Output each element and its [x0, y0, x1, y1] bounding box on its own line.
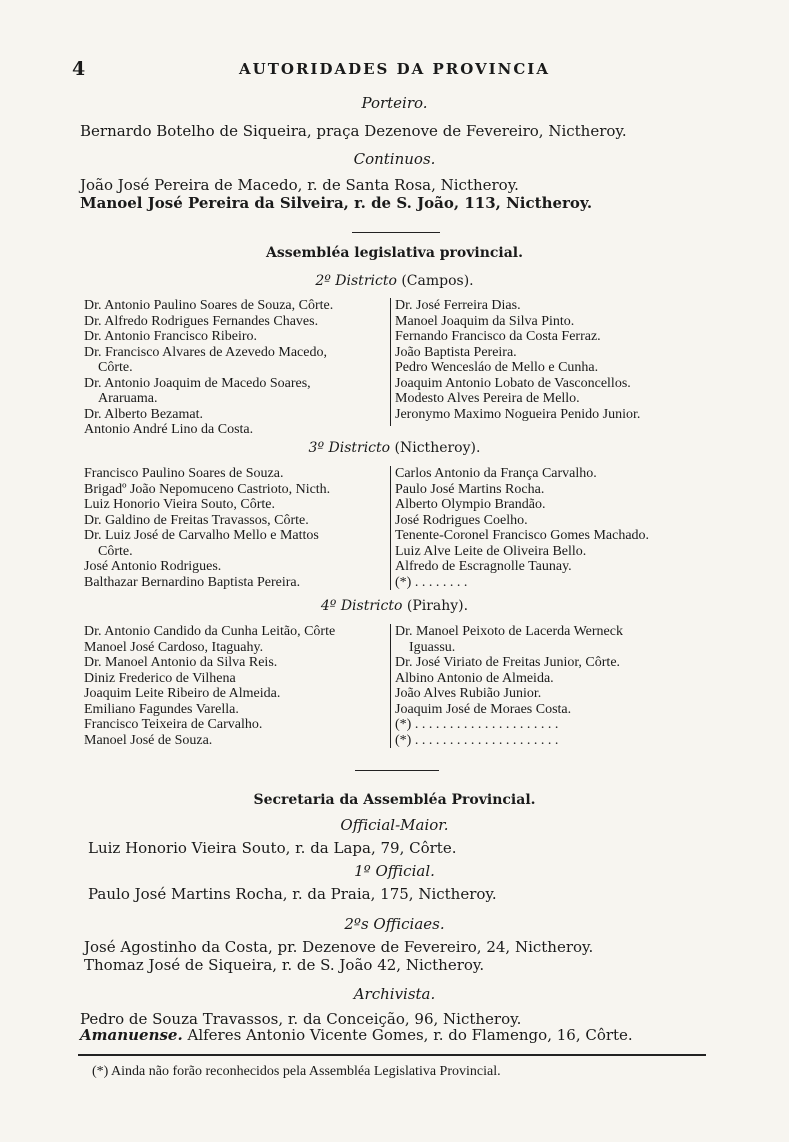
member: Dr. José Viriato de Freitas Junior, Côrte. — [395, 655, 621, 670]
member: Jeronymo Maximo Nogueira Penido Junior. — [395, 406, 641, 422]
member: José Antonio Rodrigues. — [84, 559, 222, 574]
member: Luiz Honorio Vieira Souto, Côrte. — [84, 497, 275, 512]
member: (*) . . . . . . . . — [395, 574, 468, 590]
member: José Rodrigues Coelho. — [395, 512, 528, 528]
porteiro-title: Porteiro. — [361, 94, 428, 112]
member: Joaquim Antonio Lobato de Vasconcellos. — [395, 375, 631, 391]
amanuense-label: Amanuense. — [80, 1026, 183, 1044]
district-2-left — [84, 298, 333, 438]
member: João Alves Rubião Junior. — [395, 686, 542, 701]
continuos-title: Continuos. — [353, 150, 436, 168]
member: Francisco Paulino Soares de Souza. — [84, 466, 284, 481]
district-3-left — [84, 466, 330, 590]
member: Dr. Manoel Antonio da Silva Reis. — [84, 655, 278, 670]
member: Luiz Alve Leite de Oliveira Bello. — [395, 543, 587, 559]
member: Alfredo de Escragnolle Taunay. — [395, 559, 572, 574]
member: (*) . . . . . . . . . . . . . . . . . . . . . — [395, 732, 559, 748]
district-3-heading — [0, 440, 789, 456]
member: João Baptista Pereira. — [395, 344, 517, 360]
member: Manoel Joaquim da Silva Pinto. — [395, 313, 575, 329]
member: Tenente-Coronel Francisco Gomes Machado. — [395, 528, 650, 543]
member: Fernando Francisco da Costa Ferraz. — [395, 329, 601, 344]
porteiro-line: Bernardo Botelho de Siqueira, praça Dezenove de Fevereiro, Nictheroy. — [80, 122, 627, 140]
member: Araruama. — [98, 391, 158, 406]
district-4-right — [395, 624, 623, 748]
member: Emiliano Fagundes Varella. — [84, 701, 239, 717]
member: Carlos Antonio da França Carvalho. — [395, 466, 597, 481]
member: Dr. Manoel Peixoto de Lacerda Werneck — [395, 624, 623, 639]
segundos-line-2: Thomaz José de Siqueira, r. de S. João 42, Nictheroy. — [84, 956, 485, 974]
member: Paulo José Martins Rocha. — [395, 481, 545, 497]
member: Côrte. — [98, 360, 133, 375]
archivista-title: Archivista. — [353, 985, 436, 1003]
member: Dr. Antonio Joaquim de Macedo Soares, — [84, 375, 311, 391]
district-2-heading — [0, 273, 789, 289]
member: Dr. Alberto Bezamat. — [84, 406, 203, 422]
continuos-line-1: João José Pereira de Macedo, r. de Santa Rosa, Nictheroy. — [80, 176, 519, 194]
member: Francisco Teixeira de Carvalho. — [84, 717, 263, 732]
amanuense-line — [80, 1026, 633, 1044]
district-2-place: (Campos). — [401, 273, 474, 289]
footnote: (*) Ainda não forão reconhecidos pela Assembléa Legislativa Provincial. — [92, 1064, 501, 1079]
district-3-title: 3º Districto — [308, 440, 391, 456]
member: Manoel José Cardoso, Itaguahy. — [84, 639, 264, 655]
member: Dr. José Ferreira Dias. — [395, 298, 521, 313]
member: Iguassu. — [409, 639, 456, 655]
member: Balthazar Bernardino Baptista Pereira. — [84, 574, 301, 590]
amanuense-text: Alferes Antonio Vicente Gomes, r. do Flamengo, 16, Côrte. — [187, 1026, 633, 1044]
section-divider — [352, 232, 440, 233]
member: Modesto Alves Pereira de Mello. — [395, 391, 580, 406]
member: Dr. Alfredo Rodrigues Fernandes Chaves. — [84, 313, 319, 329]
member: Pedro Wencesláo de Mello e Cunha. — [395, 360, 599, 375]
assembleia-title: Assembléa legislativa provincial. — [265, 245, 524, 261]
page-header: AUTORIDADES DA PROVINCIA — [239, 60, 550, 78]
member: (*) . . . . . . . . . . . . . . . . . . . . . — [395, 717, 559, 732]
continuos-line-2: Manoel José Pereira da Silveira, r. de S. João, 113, Nictheroy. — [80, 194, 593, 212]
member: Brigadº João Nepomuceno Castrioto, Nicth. — [84, 481, 331, 497]
district-4-place: (Pirahy). — [406, 598, 469, 614]
member: Dr. Galdino de Freitas Travassos, Côrte. — [84, 512, 309, 528]
member: Dr. Francisco Alvares de Azevedo Macedo, — [84, 344, 327, 360]
district-3-right — [395, 466, 649, 590]
member: Joaquim Leite Ribeiro de Almeida. — [84, 686, 281, 701]
official-maior-title: Official-Maior. — [340, 816, 449, 834]
column-divider — [390, 624, 391, 748]
primeiro-official-title: 1º Official. — [354, 862, 435, 880]
member: Diniz Frederico de Vilhena — [84, 670, 236, 686]
district-4-title: 4º Districto — [320, 598, 403, 614]
district-2-right — [395, 298, 640, 422]
archivista-line: Pedro de Souza Travassos, r. da Conceição, 96, Nictheroy. — [80, 1010, 522, 1028]
member: Alberto Olympio Brandão. — [395, 497, 546, 512]
district-4-left — [84, 624, 335, 748]
member: Manoel José de Souza. — [84, 732, 213, 748]
segundos-line-1: José Agostinho da Costa, pr. Dezenove de Fevereiro, 24, Nictheroy. — [84, 938, 594, 956]
member: Joaquim José de Moraes Costa. — [395, 701, 572, 717]
district-2-title: 2º Districto — [315, 273, 397, 289]
official-maior-line: Luiz Honorio Vieira Souto, r. da Lapa, 79, Côrte. — [88, 839, 457, 857]
primeiro-official-line: Paulo José Martins Rocha, r. da Praia, 175, Nictheroy. — [88, 885, 497, 903]
secretaria-title: Secretaria da Assembléa Provincial. — [253, 792, 536, 808]
member: Dr. Antonio Francisco Ribeiro. — [84, 329, 258, 344]
district-4-heading — [0, 598, 789, 614]
district-3-place: (Nictheroy). — [394, 440, 481, 456]
member: Dr. Antonio Paulino Soares de Souza, Côrte. — [84, 298, 334, 313]
footnote-rule — [78, 1054, 706, 1056]
page-number: 4 — [72, 58, 86, 80]
member: Dr. Luiz José de Carvalho Mello e Mattos — [84, 528, 319, 543]
member: Antonio André Lino da Costa. — [84, 422, 254, 437]
segundos-officiaes-title: 2ºs Officiaes. — [344, 915, 445, 933]
section-divider — [355, 770, 439, 771]
column-divider — [390, 466, 391, 590]
member: Dr. Antonio Candido da Cunha Leitão, Côrte — [84, 624, 336, 639]
member: Albino Antonio de Almeida. — [395, 670, 554, 686]
column-divider — [390, 298, 391, 426]
member: Côrte. — [98, 543, 133, 559]
